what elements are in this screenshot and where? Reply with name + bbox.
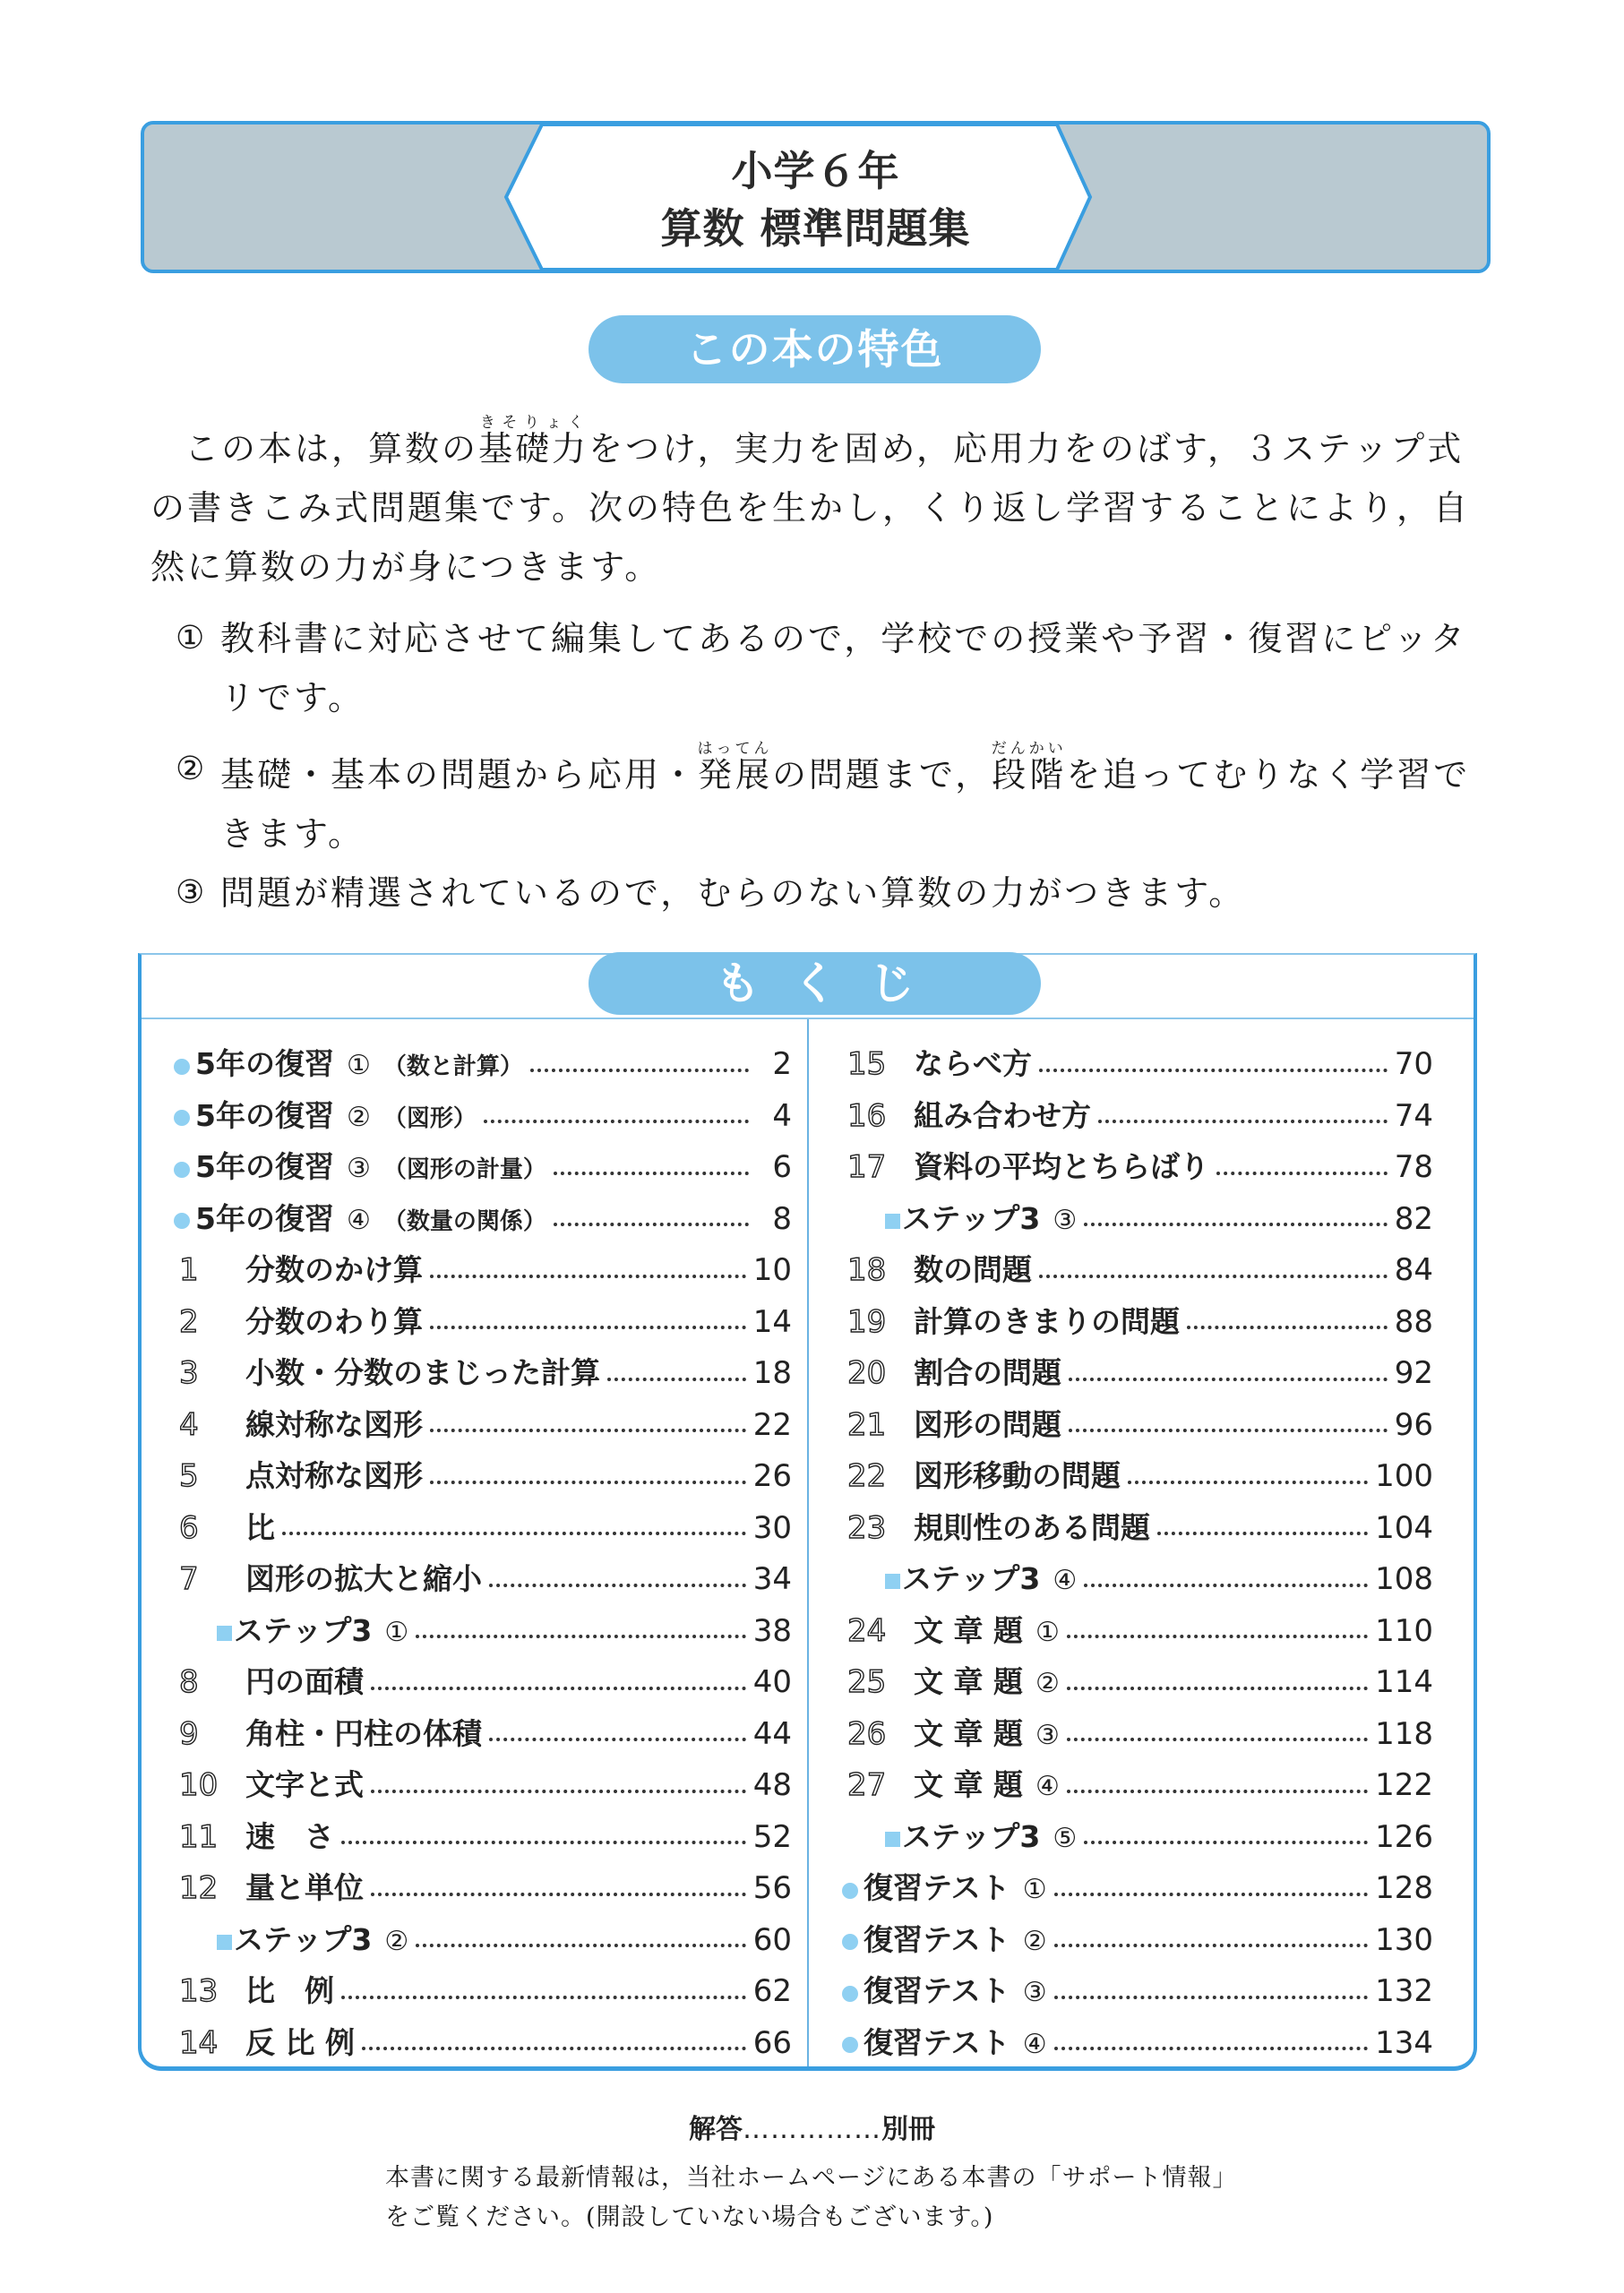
chapter-number: 18 (847, 1252, 887, 1288)
toc-entry[interactable] (842, 1196, 1433, 1248)
circle-bullet-icon (842, 1883, 858, 1899)
dot-leader (1054, 2047, 1369, 2050)
entry-title: 線対称な図形 (245, 1406, 423, 1442)
page-number: 88 (1394, 1303, 1433, 1340)
circle-bullet-icon (174, 1213, 190, 1229)
page-number: 4 (772, 1097, 792, 1134)
page-number: 84 (1394, 1252, 1433, 1288)
page-number: 56 (752, 1870, 792, 1906)
intro-paragraph (150, 414, 1485, 597)
entry-title: 割合の問題 (914, 1355, 1061, 1390)
entry-index: ③ (346, 1153, 371, 1184)
entry-title: ステップ3 (902, 1561, 1041, 1596)
page-number: 134 (1375, 2024, 1433, 2061)
entry-index: ④ (1035, 1771, 1060, 1802)
toc-right-column (842, 1041, 1433, 2071)
entry-index: ② (346, 1101, 371, 1133)
toc-entry[interactable] (842, 1453, 1433, 1505)
toc-entry[interactable] (174, 2020, 792, 2072)
dot-leader (1187, 1326, 1388, 1329)
entry-title: ステップ3 (234, 1921, 373, 1957)
chapter-number: 13 (179, 1973, 219, 2009)
entry-title: 文 章 題 (914, 1767, 1023, 1802)
square-bullet-icon (217, 1935, 232, 1950)
entry-title: 文 章 題 (914, 1664, 1023, 1699)
answer-value: 別冊 (881, 2114, 935, 2145)
entry-title: ステップ3 (234, 1612, 373, 1648)
entry-index: ④ (1022, 2028, 1047, 2060)
circle-bullet-icon (174, 1059, 190, 1075)
entry-title: 反 比 例 (245, 2024, 355, 2060)
entry-index: ① (1035, 1616, 1060, 1648)
ruby-dankai: 段階だんかい (991, 740, 1067, 794)
entry-title: 文字と式 (245, 1767, 364, 1802)
page-number: 48 (752, 1767, 792, 1803)
dot-leader (554, 1223, 749, 1226)
entry-index: ④ (346, 1204, 371, 1236)
page-number: 40 (752, 1664, 792, 1700)
feature-item-2: ② 基礎・基本の問題から応用・発展はってんの問題まで，段階だんかいを追ってむりなく学習できます。 (176, 740, 1492, 863)
chapter-number: 26 (847, 1715, 887, 1752)
ruby-hatten: 発展はってん (697, 740, 773, 794)
entry-title: ステップ3 (902, 1818, 1041, 1854)
answer-note (0, 2107, 1624, 2146)
entry-title: 資料の平均とちらばり (914, 1149, 1209, 1184)
toc-entry[interactable] (842, 1505, 1433, 1557)
dot-leader (484, 1120, 749, 1123)
circled-3-icon: ③ (176, 874, 208, 911)
page-number: 44 (752, 1715, 792, 1752)
square-bullet-icon (885, 1214, 900, 1229)
support-notice (385, 2159, 1281, 2237)
entry-title: 5年の復習 (195, 1200, 334, 1236)
chapter-number: 1 (179, 1252, 199, 1288)
dot-leader (1084, 1223, 1388, 1226)
page-number: 18 (752, 1355, 792, 1391)
toc-entry[interactable] (174, 1350, 792, 1402)
toc-entry[interactable] (174, 1556, 792, 1608)
page-number: 66 (752, 2024, 792, 2061)
entry-title: 数の問題 (914, 1252, 1032, 1287)
chapter-number: 3 (179, 1355, 199, 1391)
entry-title: 分数のかけ算 (245, 1252, 423, 1287)
circle-bullet-icon (174, 1162, 190, 1178)
toc-entry[interactable] (174, 1659, 792, 1711)
chapter-number: 27 (847, 1767, 887, 1803)
toc-entry[interactable] (842, 1299, 1433, 1351)
toc-entry[interactable] (842, 1093, 1433, 1145)
toc-entry[interactable] (174, 1247, 792, 1299)
page-number: 122 (1375, 1767, 1433, 1803)
book-grade: 小学６年 (731, 147, 900, 195)
entry-title: 文 章 題 (914, 1612, 1023, 1648)
toc-entry[interactable] (842, 1659, 1433, 1711)
toc-entry[interactable] (842, 1608, 1433, 1660)
page-number: 118 (1375, 1715, 1433, 1752)
dot-leader (1069, 1378, 1388, 1381)
dot-leader (1157, 1532, 1368, 1535)
page-number: 8 (772, 1200, 792, 1237)
ruby-kisoryoku: 基礎力きそりょく (478, 414, 589, 468)
entry-title: 5年の復習 (195, 1149, 334, 1184)
chapter-number: 21 (847, 1406, 887, 1443)
entry-index: ② (1022, 1925, 1047, 1957)
page-number: 22 (752, 1406, 792, 1443)
toc-left-column (174, 1041, 792, 2071)
answer-label: 解答 (689, 2114, 743, 2145)
toc-entry[interactable] (174, 1041, 792, 1093)
page-number: 74 (1394, 1097, 1433, 1134)
dot-leader (1084, 1841, 1368, 1844)
toc-entry[interactable] (842, 1968, 1433, 2020)
page-number: 6 (772, 1149, 792, 1185)
dot-leader (416, 1944, 746, 1947)
entry-title: 点対称な図形 (245, 1458, 423, 1493)
toc-entry[interactable] (842, 1556, 1433, 1608)
dot-leader (1069, 1429, 1388, 1432)
square-bullet-icon (885, 1832, 900, 1847)
toc-entry[interactable] (174, 1299, 792, 1351)
page-number: 130 (1375, 1921, 1433, 1958)
entry-index: ④ (1053, 1565, 1078, 1596)
entry-title: 分数のわり算 (245, 1303, 423, 1339)
toc-entry[interactable] (842, 1350, 1433, 1402)
dot-leader (341, 1841, 746, 1844)
chapter-number: 16 (847, 1097, 887, 1134)
chapter-number: 17 (847, 1149, 887, 1185)
dot-leader (1039, 1275, 1388, 1278)
answer-leader: …………… (743, 2114, 881, 2145)
entry-title: 復習テスト (864, 1921, 1010, 1957)
entry-title: 小数・分数のまじった計算 (245, 1355, 600, 1390)
table-of-contents (138, 953, 1477, 2071)
dot-leader (1098, 1120, 1388, 1123)
chapter-number: 15 (847, 1046, 887, 1082)
entry-index: ② (384, 1925, 409, 1957)
entry-title: 図形移動の問題 (914, 1458, 1121, 1493)
dot-leader (1067, 1635, 1368, 1638)
dot-leader (1054, 1893, 1369, 1896)
entry-index: ② (1035, 1668, 1060, 1699)
circle-bullet-icon (174, 1110, 190, 1126)
chapter-number: 4 (179, 1406, 199, 1443)
page-number: 30 (752, 1509, 792, 1546)
entry-index: ⑤ (1053, 1822, 1078, 1854)
page-number: 2 (772, 1046, 792, 1082)
entry-title: 復習テスト (864, 1973, 1010, 2008)
entry-title: 比 (245, 1509, 275, 1545)
chapter-number: 6 (179, 1509, 199, 1546)
toc-entry[interactable] (174, 1505, 792, 1557)
book-subject: 算数 標準問題集 (660, 203, 971, 253)
entry-subtitle: （数と計算） (382, 1053, 523, 1080)
dot-leader (1067, 1687, 1368, 1690)
toc-entry[interactable] (174, 1608, 792, 1660)
support-notice-line-1: 本書に関する最新情報は，当社ホームページにある本書の「サポート情報」 (385, 2164, 1238, 2192)
entry-title: 復習テスト (864, 1870, 1010, 1905)
entry-title: 量と単位 (245, 1870, 364, 1905)
entry-title: 組み合わせ方 (914, 1097, 1091, 1133)
toc-entry[interactable] (842, 1041, 1433, 1093)
circle-bullet-icon (842, 1986, 858, 2002)
circled-1-icon: ① (176, 620, 208, 657)
dot-leader (371, 1790, 746, 1793)
entry-index: ① (346, 1050, 371, 1081)
page-number: 100 (1375, 1458, 1433, 1494)
dot-leader (554, 1172, 749, 1175)
entry-title: 角柱・円柱の体積 (245, 1715, 482, 1751)
page-number: 96 (1394, 1406, 1433, 1443)
page-number: 14 (752, 1303, 792, 1340)
toc-entry[interactable] (842, 1711, 1433, 1763)
toc-entry[interactable] (174, 1453, 792, 1505)
page-number: 60 (752, 1921, 792, 1958)
toc-entry[interactable] (174, 1144, 792, 1196)
dot-leader (1067, 1738, 1368, 1741)
dot-leader (489, 1738, 746, 1741)
page-number: 110 (1375, 1612, 1433, 1649)
entry-title: 比 例 (245, 1973, 334, 2008)
entry-index: ① (1022, 1874, 1047, 1905)
page-number: 70 (1394, 1046, 1433, 1082)
entry-title: 復習テスト (864, 2024, 1010, 2060)
dot-leader (362, 2047, 746, 2050)
entry-title: 計算のきまりの問題 (914, 1303, 1180, 1339)
square-bullet-icon (217, 1626, 232, 1641)
chapter-number: 19 (847, 1303, 887, 1340)
dot-leader (1216, 1172, 1388, 1175)
entry-index: ③ (1035, 1719, 1060, 1751)
page-number: 114 (1375, 1664, 1433, 1700)
chapter-number: 5 (179, 1458, 199, 1494)
chapter-number: 8 (179, 1664, 199, 1700)
book-title (141, 146, 1491, 254)
dot-leader (1054, 1944, 1369, 1947)
chapter-number: 20 (847, 1355, 887, 1391)
page-number: 126 (1375, 1818, 1433, 1855)
dot-leader (282, 1532, 746, 1535)
dot-leader (530, 1069, 749, 1072)
toc-entry[interactable] (174, 1814, 792, 1866)
toc-entry[interactable] (174, 1865, 792, 1917)
toc-entry[interactable] (842, 1247, 1433, 1299)
page-number: 82 (1394, 1200, 1433, 1237)
dot-leader (489, 1584, 746, 1587)
intro-text-b: をつけ，実力を固め，応用力をのばす，３ステップ式の書きこみ式問題集です。次の特色を生かし，くり返し学習することにより，自然に算数の力が身につきます。 (150, 429, 1470, 587)
toc-entry[interactable] (842, 1144, 1433, 1196)
entry-title: 円の面積 (245, 1664, 364, 1699)
dot-leader (1084, 1584, 1368, 1587)
chapter-number: 11 (179, 1818, 219, 1855)
page-number: 128 (1375, 1870, 1433, 1906)
dot-leader (341, 1996, 746, 1999)
chapter-number: 24 (847, 1612, 887, 1649)
features-heading: この本の特色 (589, 315, 1041, 383)
page-number: 92 (1394, 1355, 1433, 1391)
toc-entry[interactable] (174, 1917, 792, 1969)
feature-item-3: ③ 問題が精選されているので，むらのない算数の力がつきます。 (176, 863, 1492, 923)
page-number: 52 (752, 1818, 792, 1855)
entry-subtitle: （図形の計量） (382, 1156, 546, 1183)
page-number: 62 (752, 1973, 792, 2009)
page-number: 38 (752, 1612, 792, 1649)
page-number: 26 (752, 1458, 792, 1494)
toc-entry[interactable] (842, 1917, 1433, 1969)
chapter-number: 22 (847, 1458, 887, 1494)
chapter-number: 14 (179, 2024, 219, 2061)
feature-item-1: ① 教科書に対応させて編集してあるので，学校での授業や予習・復習にピッタリです。 (176, 609, 1492, 727)
page-number: 10 (752, 1252, 792, 1288)
circle-bullet-icon (842, 2037, 858, 2053)
entry-title: 5年の復習 (195, 1097, 334, 1133)
entry-index: ③ (1053, 1204, 1078, 1236)
entry-title: 文 章 題 (914, 1715, 1023, 1751)
dot-leader (371, 1687, 746, 1690)
chapter-number: 10 (179, 1767, 219, 1803)
dot-leader (430, 1429, 746, 1432)
chapter-number: 23 (847, 1509, 887, 1546)
toc-entry[interactable] (842, 2020, 1433, 2072)
chapter-number: 12 (179, 1870, 219, 1906)
page-number: 104 (1375, 1509, 1433, 1546)
toc-entry[interactable] (174, 1762, 792, 1814)
chapter-number: 7 (179, 1561, 199, 1597)
toc-entry[interactable] (174, 1968, 792, 2020)
entry-subtitle: （数量の関係） (382, 1207, 546, 1235)
toc-entry[interactable] (842, 1762, 1433, 1814)
toc-entry[interactable] (174, 1196, 792, 1248)
dot-leader (1054, 1996, 1369, 1999)
page-number: 132 (1375, 1973, 1433, 2009)
circle-bullet-icon (842, 1934, 858, 1950)
dot-leader (371, 1893, 746, 1896)
title-banner (141, 121, 1491, 273)
toc-entry[interactable] (842, 1865, 1433, 1917)
toc-column-divider (807, 1019, 809, 2066)
entry-title: 図形の拡大と縮小 (245, 1561, 482, 1596)
toc-entry[interactable] (842, 1402, 1433, 1454)
entry-title: ならべ方 (914, 1046, 1032, 1081)
chapter-number: 9 (179, 1715, 199, 1752)
entry-subtitle: （図形） (382, 1104, 477, 1132)
dot-leader (416, 1635, 746, 1638)
dot-leader (430, 1481, 746, 1484)
page-number: 78 (1394, 1149, 1433, 1185)
toc-entry[interactable] (842, 1814, 1433, 1866)
entry-index: ① (384, 1616, 409, 1648)
feature-list (176, 609, 1492, 923)
entry-title: 速 さ (245, 1818, 334, 1854)
dot-leader (1128, 1481, 1368, 1484)
dot-leader (1067, 1790, 1368, 1793)
intro-text-a: この本は，算数の (185, 429, 479, 468)
chapter-number: 2 (179, 1303, 199, 1340)
square-bullet-icon (885, 1574, 900, 1589)
page-number: 108 (1375, 1561, 1433, 1597)
entry-title: 図形の問題 (914, 1406, 1061, 1442)
dot-leader (430, 1326, 746, 1329)
chapter-number: 25 (847, 1664, 887, 1700)
toc-entry[interactable] (174, 1093, 792, 1145)
entry-index: ③ (1022, 1977, 1047, 2008)
dot-leader (430, 1275, 746, 1278)
circled-2-icon: ② (176, 751, 208, 787)
dot-leader (607, 1378, 746, 1381)
toc-entry[interactable] (174, 1711, 792, 1763)
entry-title: 規則性のある問題 (914, 1509, 1150, 1545)
toc-heading: もくじ (589, 952, 1041, 1015)
support-notice-line-2: をご覧ください。(開設していない場合もございます。) (385, 2203, 994, 2231)
dot-leader (1039, 1069, 1388, 1072)
entry-title: ステップ3 (902, 1200, 1041, 1236)
page-number: 34 (752, 1561, 792, 1597)
toc-entry[interactable] (174, 1402, 792, 1454)
entry-title: 5年の復習 (195, 1046, 334, 1081)
